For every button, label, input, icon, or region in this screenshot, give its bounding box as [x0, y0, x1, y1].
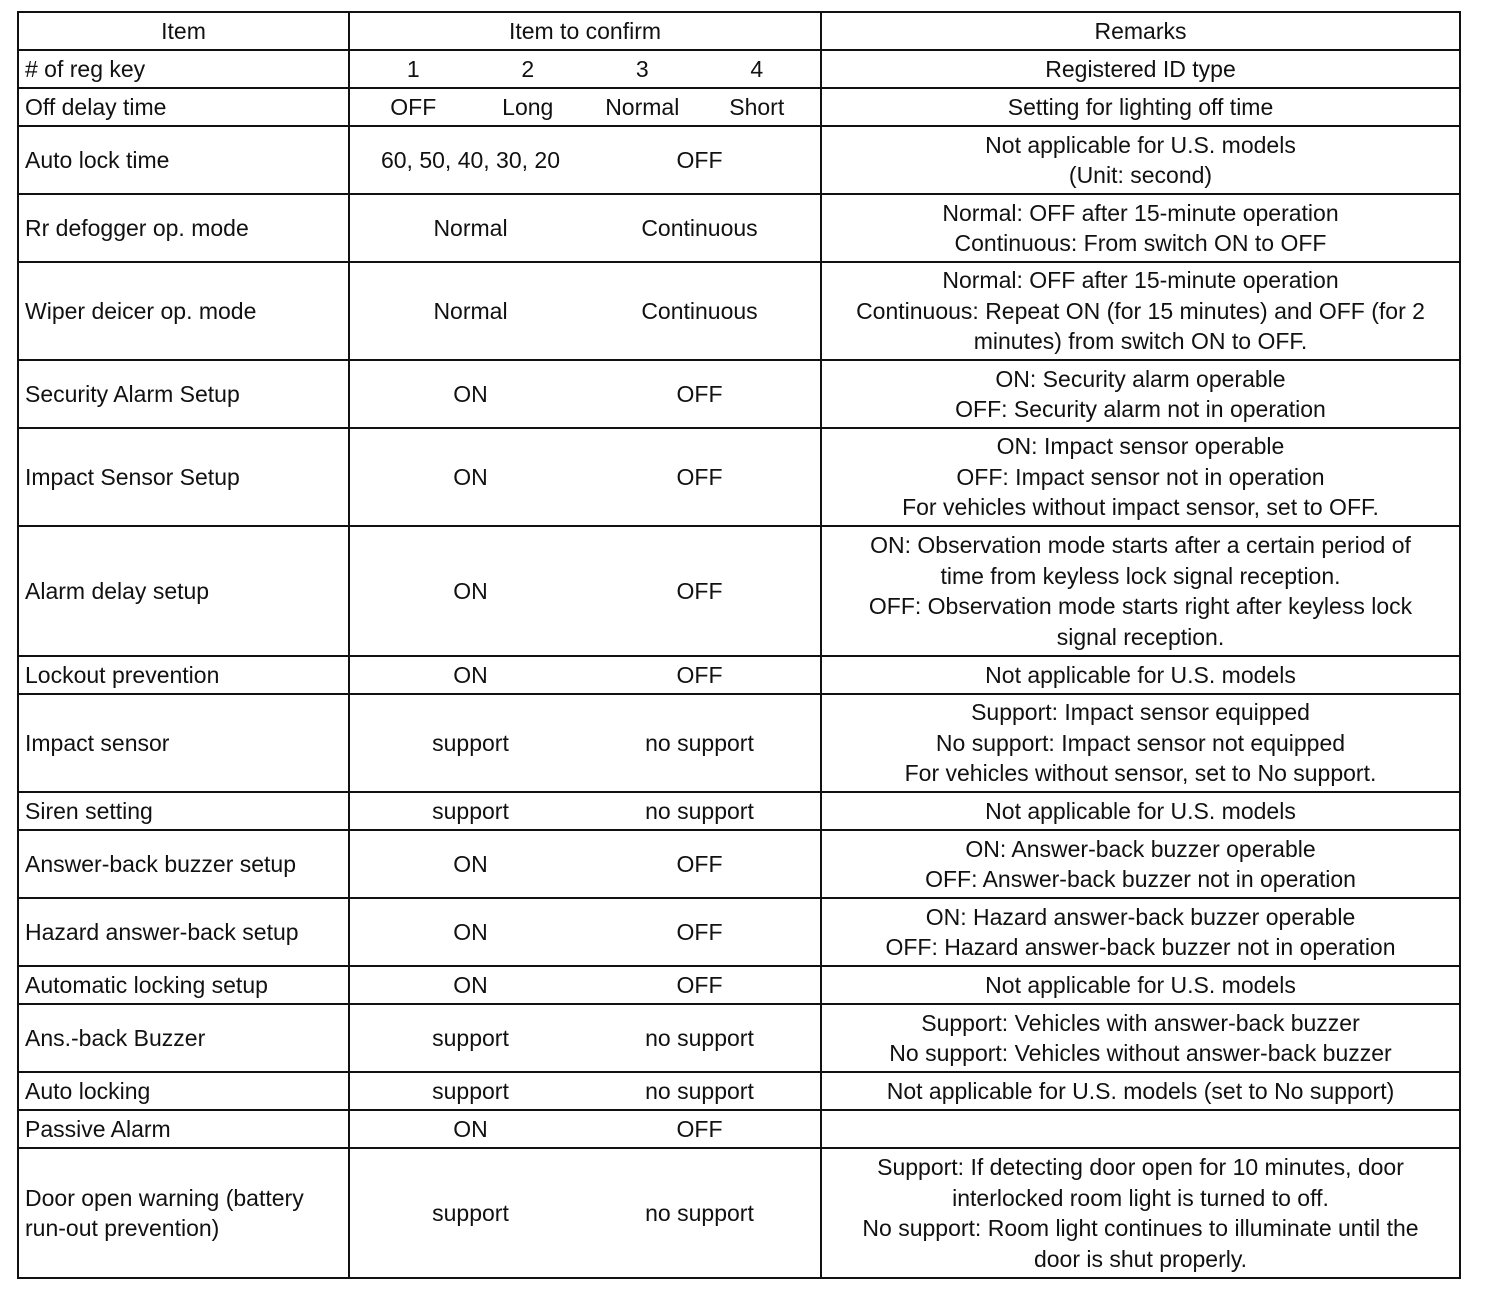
remark-line: Not applicable for U.S. models — [985, 971, 1296, 998]
remarks-cell — [821, 1110, 1460, 1148]
option-value: 2 — [521, 55, 535, 82]
option-value: no support — [645, 729, 754, 756]
options-cell — [349, 88, 821, 126]
remark-line: Continuous: From switch ON to OFF — [954, 230, 1327, 256]
remark-line: Not applicable for U.S. models — [985, 797, 1296, 824]
option-value: OFF — [676, 918, 723, 945]
remarks-cell — [821, 792, 1460, 830]
options-cell — [349, 428, 821, 526]
remark-line: Not applicable for U.S. models (set to No support) — [886, 1077, 1395, 1104]
table-row — [18, 792, 1460, 830]
remark-line: ON: Observation mode starts after a certain period of — [870, 532, 1411, 558]
remark-line: No support: Vehicles without answer-back buzzer — [889, 1040, 1392, 1066]
options-cell — [349, 830, 821, 898]
item-cell: Lockout prevention — [18, 656, 349, 694]
option-value: no support — [645, 1024, 754, 1051]
item-cell: Wiper deicer op. mode — [18, 262, 349, 360]
option-value: 60, 50, 40, 30, 20 — [380, 146, 561, 173]
option-value: support — [432, 1199, 509, 1226]
remark-line: time from keyless lock signal reception. — [940, 562, 1341, 589]
option-value: ON — [453, 1115, 488, 1142]
remark-line: minutes) from switch ON to OFF. — [973, 328, 1308, 355]
item-cell: Rr defogger op. mode — [18, 194, 349, 262]
header-item: Item — [18, 12, 349, 50]
table-row — [18, 360, 1460, 428]
item-cell: Auto locking — [18, 1072, 349, 1110]
option-value: Normal — [433, 214, 508, 241]
item-cell: Automatic locking setup — [18, 966, 349, 1004]
remark-line: For vehicles without impact sensor, set to OFF. — [902, 494, 1379, 521]
table-row — [18, 194, 1460, 262]
option-value: support — [432, 729, 509, 756]
option-value: Normal — [605, 93, 680, 120]
option-value: OFF — [676, 146, 723, 173]
remarks-cell — [821, 1072, 1460, 1110]
table-row — [18, 1110, 1460, 1148]
option-value: ON — [453, 850, 488, 877]
option-value: OFF — [676, 850, 723, 877]
remark-line: Setting for lighting off time — [1007, 93, 1274, 120]
option-value: ON — [453, 577, 488, 604]
options-cell — [349, 126, 821, 194]
remarks-cell — [821, 830, 1460, 898]
options-cell — [349, 194, 821, 262]
option-value: Continuous — [641, 297, 758, 324]
option-value: no support — [645, 1077, 754, 1104]
item-cell: Ans.-back Buzzer — [18, 1004, 349, 1072]
remark-line: OFF: Observation mode starts right after keyless lock — [868, 593, 1413, 619]
remarks-cell — [821, 898, 1460, 966]
remark-line: door is shut properly. — [1033, 1245, 1248, 1272]
option-value: no support — [645, 797, 754, 824]
option-value: support — [432, 797, 509, 824]
table-row — [18, 1004, 1460, 1072]
remarks-cell — [821, 88, 1460, 126]
options-cell — [349, 526, 821, 656]
remarks-cell — [821, 360, 1460, 428]
options-cell — [349, 1072, 821, 1110]
remark-line: Continuous: Repeat ON (for 15 minutes) and OFF (for 2 — [856, 297, 1425, 324]
remarks-cell — [821, 694, 1460, 792]
option-value: Continuous — [641, 214, 758, 241]
option-value: support — [432, 1077, 509, 1104]
remark-line: OFF: Security alarm not in operation — [955, 396, 1326, 422]
remark-line: signal reception. — [1056, 623, 1225, 650]
options-cell — [349, 262, 821, 360]
remarks-cell — [821, 262, 1460, 360]
table-row — [18, 88, 1460, 126]
option-value: OFF — [390, 93, 437, 120]
table-row — [18, 526, 1460, 656]
table-row — [18, 830, 1460, 898]
remarks-cell — [821, 50, 1460, 88]
item-cell: Siren setting — [18, 792, 349, 830]
table-row — [18, 262, 1460, 360]
remark-line: Registered ID type — [1045, 55, 1236, 82]
item-cell: # of reg key — [18, 50, 349, 88]
header-item-to-confirm: Item to confirm — [349, 12, 821, 50]
table-row — [18, 898, 1460, 966]
option-value: ON — [453, 918, 488, 945]
option-value: OFF — [676, 1115, 723, 1142]
option-value: Normal — [433, 297, 508, 324]
option-value: 4 — [750, 55, 764, 82]
remarks-cell — [821, 1148, 1460, 1278]
table-row — [18, 428, 1460, 526]
option-value: OFF — [676, 971, 723, 998]
remark-line: No support: Impact sensor not equipped — [935, 729, 1346, 756]
remark-line: ON: Security alarm operable — [995, 365, 1286, 392]
remarks-cell — [821, 656, 1460, 694]
option-value: ON — [453, 971, 488, 998]
options-cell — [349, 656, 821, 694]
table-row — [18, 50, 1460, 88]
remark-line: (Unit: second) — [1068, 162, 1213, 188]
item-cell: Answer-back buzzer setup — [18, 830, 349, 898]
item-cell: Auto lock time — [18, 126, 349, 194]
option-value: OFF — [676, 661, 723, 688]
header-row — [18, 12, 1460, 50]
remark-line: Normal: OFF after 15-minute operation — [942, 199, 1339, 226]
options-cell — [349, 966, 821, 1004]
table-row — [18, 1148, 1460, 1278]
table-row — [18, 126, 1460, 194]
remark-line: Normal: OFF after 15-minute operation — [942, 267, 1339, 294]
option-value: OFF — [676, 577, 723, 604]
settings-table — [17, 11, 1461, 1279]
remark-line: OFF: Impact sensor not in operation — [956, 463, 1325, 490]
table-row — [18, 966, 1460, 1004]
remarks-cell — [821, 428, 1460, 526]
item-cell: Hazard answer-back setup — [18, 898, 349, 966]
options-cell — [349, 694, 821, 792]
option-value: 1 — [406, 55, 420, 82]
remark-line: OFF: Hazard answer-back buzzer not in operation — [885, 934, 1396, 960]
option-value: OFF — [676, 380, 723, 407]
option-value: ON — [453, 463, 488, 490]
remarks-cell — [821, 526, 1460, 656]
item-cell: Impact Sensor Setup — [18, 428, 349, 526]
remarks-cell — [821, 966, 1460, 1004]
options-cell — [349, 50, 821, 88]
options-cell — [349, 1004, 821, 1072]
table-row — [18, 656, 1460, 694]
table-row — [18, 694, 1460, 792]
option-value: Short — [729, 93, 785, 120]
remark-line: Support: If detecting door open for 10 minutes, door — [877, 1154, 1404, 1180]
header-remarks: Remarks — [821, 12, 1460, 50]
options-cell — [349, 792, 821, 830]
remark-line: Support: Impact sensor equipped — [971, 699, 1310, 726]
remark-line: No support: Room light continues to illuminate until the — [862, 1215, 1419, 1241]
options-cell — [349, 898, 821, 966]
table-row — [18, 1072, 1460, 1110]
remark-line: ON: Hazard answer-back buzzer operable — [925, 903, 1356, 930]
option-value: OFF — [676, 463, 723, 490]
remark-line: Not applicable for U.S. models — [985, 661, 1296, 688]
options-cell — [349, 1110, 821, 1148]
remark-line: Support: Vehicles with answer-back buzzer — [921, 1009, 1360, 1036]
item-cell: Off delay time — [18, 88, 349, 126]
item-cell: Passive Alarm — [18, 1110, 349, 1148]
option-value: no support — [645, 1199, 754, 1226]
option-value: support — [432, 1024, 509, 1051]
remark-line: ON: Answer-back buzzer operable — [965, 835, 1316, 862]
remark-line: ON: Impact sensor operable — [996, 433, 1285, 460]
remarks-cell — [821, 194, 1460, 262]
option-value: ON — [453, 380, 488, 407]
options-cell — [349, 1148, 821, 1278]
option-value: Long — [502, 93, 554, 120]
item-cell: Alarm delay setup — [18, 526, 349, 656]
remark-line: interlocked room light is turned to off. — [952, 1184, 1329, 1211]
remark-line: Not applicable for U.S. models — [985, 131, 1296, 158]
options-cell — [349, 360, 821, 428]
item-cell: Door open warning (battery run-out prevention) — [18, 1148, 349, 1278]
option-value: ON — [453, 661, 488, 688]
item-cell: Security Alarm Setup — [18, 360, 349, 428]
option-value: 3 — [635, 55, 649, 82]
remarks-cell — [821, 1004, 1460, 1072]
remark-line: For vehicles without sensor, set to No support. — [904, 760, 1377, 787]
remark-line: OFF: Answer-back buzzer not in operation — [925, 866, 1356, 892]
item-cell: Impact sensor — [18, 694, 349, 792]
remarks-cell — [821, 126, 1460, 194]
